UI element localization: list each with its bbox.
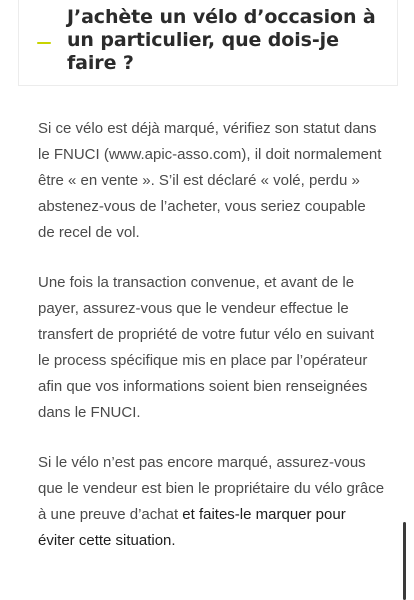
answer-paragraph-3-emphasis: et faites-le marquer pour éviter cette situation.	[38, 506, 346, 549]
scrollbar[interactable]	[403, 522, 406, 600]
minus-icon[interactable]	[37, 42, 51, 44]
faq-question[interactable]: J’achète un vélo d’occasion à un particulier, que dois-je faire ?	[67, 6, 376, 74]
answer-paragraph-3-text: Si le vélo n’est pas encore marqué, assurez-vous que le vendeur est bien le propriétaire du vélo grâce à une preuve d’achat	[38, 454, 385, 523]
answer-paragraph-3	[38, 450, 386, 554]
answer-paragraph-2: Une fois la transaction convenue, et avant de le payer, assurez-vous que le vendeur effectue le transfert de propriété de votre futur vélo en suivant le process spécifique mis en place par l’opérateur afin que vos informations soient bien renseignées dans le FNUCI.	[38, 274, 375, 421]
faq-answer	[38, 116, 386, 578]
answer-paragraph-1: Si ce vélo est déjà marqué, vérifiez son statut dans le FNUCI (www.apic-asso.com), il doit normalement être « en vente ». S’il est déclaré « volé, perdu » abstenez-vous de l’acheter, vous seriez coupable de recel de vol.	[38, 120, 382, 241]
faq-item[interactable]	[18, 0, 398, 86]
